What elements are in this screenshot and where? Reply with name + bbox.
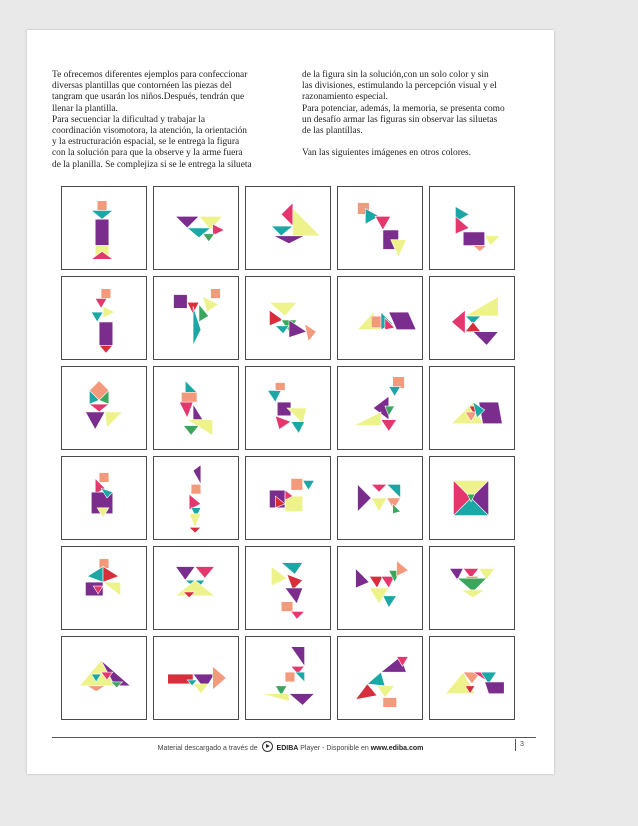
tangram-figure-card — [245, 276, 331, 360]
tangram-piece — [89, 404, 109, 412]
tangram-piece — [295, 672, 305, 682]
tangram-piece — [174, 295, 188, 309]
tangram-figure — [430, 457, 514, 539]
tangram-piece — [291, 611, 305, 619]
tangram-piece — [99, 473, 109, 483]
tangram-piece — [381, 420, 397, 432]
tangram-figure-card — [429, 546, 515, 630]
tangram-figure-card — [153, 186, 239, 270]
tangram-figure-card — [61, 366, 147, 450]
tangram-figure — [246, 457, 330, 539]
intro-line: y la estructuración espacial, se le entrega la figura — [52, 137, 240, 148]
tangram-piece — [354, 412, 381, 426]
tangram-piece — [356, 684, 377, 700]
intro-line: con la solución para que la observe y la arme fuera — [52, 148, 243, 159]
tangram-figure-card — [153, 366, 239, 450]
tangram-figure — [154, 367, 238, 449]
tangram-figure — [62, 187, 146, 269]
intro-column-right — [302, 70, 542, 159]
tangram-piece — [289, 694, 314, 706]
tangram-piece — [375, 216, 391, 230]
tangram-figure-card — [337, 636, 423, 720]
tangram-figure — [246, 187, 330, 269]
intro-line: de la planilla. Se complejiza si se le entrega la silueta — [52, 159, 252, 170]
tangram-figure — [154, 547, 238, 629]
tangram-piece — [193, 404, 203, 420]
tangram-figure-card — [245, 636, 331, 720]
tangram-figure-card — [153, 276, 239, 360]
footer — [27, 741, 554, 752]
tangram-piece — [275, 383, 285, 391]
page-number: 3 — [520, 741, 524, 748]
tangram-figure-card — [61, 186, 147, 270]
tangram-piece — [85, 412, 105, 430]
tangram-figure — [154, 457, 238, 539]
tangram-piece — [271, 226, 292, 236]
tangram-piece — [305, 324, 317, 342]
intro-line: tangram que usarán los niños.Después, tendrán que — [52, 92, 245, 103]
tangram-figure-card — [429, 456, 515, 540]
tangram-piece — [176, 216, 199, 228]
tangram-piece — [293, 208, 320, 235]
tangram-figure-card — [61, 276, 147, 360]
tangram-piece — [87, 686, 105, 692]
tangram-piece — [203, 297, 219, 313]
tangram-figure — [338, 277, 422, 359]
intro-line: Te ofrecemos diferentes ejemplos para confeccionar — [52, 70, 248, 80]
tangram-piece — [383, 596, 397, 608]
tangram-piece — [91, 251, 112, 259]
tangram-piece — [473, 246, 487, 252]
tangram-piece — [203, 234, 215, 242]
tangram-piece — [473, 332, 498, 346]
tangram-piece — [262, 694, 289, 702]
tangram-piece — [179, 402, 193, 418]
tangram-piece — [393, 504, 401, 514]
tangram-piece — [95, 219, 109, 245]
tangram-figure — [62, 457, 146, 539]
tangram-piece — [189, 527, 201, 533]
tangram-piece — [461, 590, 484, 598]
tangram-piece — [99, 345, 113, 353]
footer-divider — [52, 737, 536, 738]
tangram-piece — [275, 416, 291, 430]
tangram-figure — [430, 187, 514, 269]
tangram-piece — [285, 672, 295, 682]
tangram-piece — [281, 602, 293, 612]
tangram-figure — [338, 457, 422, 539]
tangram-piece — [99, 322, 113, 345]
tangram-figure — [154, 637, 238, 719]
tangram-piece — [105, 412, 123, 428]
tangram-piece — [176, 567, 196, 581]
footer-site-link[interactable]: www.ediba.com — [370, 745, 424, 752]
tangram-piece — [183, 426, 199, 436]
page-number-divider — [515, 739, 516, 751]
footer-player: Player — [300, 745, 321, 752]
tangram-figure — [62, 277, 146, 359]
tangram-figure — [154, 277, 238, 359]
tangram-figure-card — [337, 456, 423, 540]
tangram-piece — [465, 322, 481, 332]
tangram-piece — [271, 567, 287, 587]
intro-line: de la figura sin la solución,con un solo color y sin — [302, 70, 489, 80]
tangram-piece — [387, 484, 401, 498]
tangram-figure-card — [337, 366, 423, 450]
tangram-figure-card — [61, 456, 147, 540]
tangram-piece — [485, 236, 501, 246]
tangram-piece — [371, 498, 387, 512]
intro-line: razonamiento especial. — [302, 92, 388, 103]
tangram-piece — [95, 298, 107, 308]
tangram-figure — [430, 367, 514, 449]
tangram-figure — [338, 637, 422, 719]
tangram-piece — [195, 567, 215, 579]
tangram-piece — [358, 484, 372, 511]
footer-brand: EDIBA — [276, 745, 299, 752]
tangram-piece — [189, 494, 201, 510]
tangram-piece — [185, 381, 197, 393]
tangram-figure — [154, 187, 238, 269]
tangram-piece — [189, 514, 201, 528]
tangram-piece — [291, 422, 305, 434]
tangram-figure-card — [429, 636, 515, 720]
tangram-figure — [62, 367, 146, 449]
tangram-piece — [91, 312, 103, 322]
tangram-figure — [246, 637, 330, 719]
tangram-piece — [289, 320, 307, 338]
tangram-piece — [356, 568, 370, 588]
tangram-figure — [338, 187, 422, 269]
tangram-piece — [291, 647, 305, 667]
tangram-piece — [103, 582, 121, 596]
tangram-piece — [213, 666, 227, 689]
tangram-figure-card — [245, 546, 331, 630]
tangram-figure — [246, 547, 330, 629]
tangram-piece — [275, 326, 289, 334]
footer-suffix: - Disponible en — [322, 745, 369, 752]
tangram-piece — [389, 387, 401, 397]
tangram-figure-card — [337, 546, 423, 630]
tangram-figure-card — [61, 546, 147, 630]
tangram-piece — [285, 588, 303, 604]
play-icon — [262, 741, 273, 752]
tangram-piece — [101, 289, 111, 299]
tangram-figure — [338, 367, 422, 449]
footer-prefix: Material descargado a través de — [157, 745, 258, 752]
intro-line: Para secuenciar la dificultad y trabajar la — [52, 114, 206, 125]
tangram-figure-card — [429, 366, 515, 450]
tangram-figure-card — [429, 276, 515, 360]
tangram-figure — [62, 547, 146, 629]
tangram-piece — [87, 567, 103, 583]
tangram-piece — [383, 698, 397, 708]
tangram-figure — [246, 277, 330, 359]
tangram-piece — [193, 465, 201, 485]
tangram-figure-card — [153, 636, 239, 720]
tangram-piece — [281, 563, 302, 575]
document-page — [27, 30, 554, 774]
tangram-piece — [191, 484, 201, 494]
intro-line: coordinación visomotora, la atención, la orientación — [52, 126, 247, 137]
tangram-figure-card — [153, 546, 239, 630]
tangram-figure-card — [61, 636, 147, 720]
tangram-piece — [291, 478, 303, 490]
tangram-piece — [273, 236, 304, 244]
tangram-piece — [367, 672, 385, 686]
tangram-piece — [452, 310, 466, 333]
tangram-piece — [303, 480, 315, 490]
intro-column-left — [52, 70, 292, 171]
tangram-figure — [430, 277, 514, 359]
tangram-piece — [479, 402, 502, 423]
tangram-piece — [176, 580, 215, 596]
intro-line: diversas plantillas que contornéen las piezas del — [52, 81, 232, 92]
tangram-figure-card — [337, 276, 423, 360]
tangram-figure-card — [153, 456, 239, 540]
tangram-piece — [181, 392, 197, 402]
tangram-figure-card — [245, 186, 331, 270]
tangram-piece — [377, 686, 395, 698]
tangram-figure — [246, 367, 330, 449]
tangram-figure-card — [429, 186, 515, 270]
tangram-piece — [103, 567, 119, 583]
tangram-figure — [430, 637, 514, 719]
tangram-piece — [211, 289, 221, 299]
tangram-piece — [287, 574, 303, 590]
tangram-figure — [62, 637, 146, 719]
intro-line: las divisiones, estimulando la percepción visual y el — [302, 81, 497, 92]
tangram-piece — [91, 210, 112, 219]
tangram-piece — [485, 682, 505, 694]
tangram-piece — [103, 306, 115, 318]
intro-line: de las plantillas. — [302, 126, 363, 137]
tangram-piece — [268, 390, 282, 402]
tangram-piece — [193, 684, 209, 694]
tangram-figure — [430, 547, 514, 629]
intro-line: llenar la plantilla. — [52, 103, 118, 114]
tangram-piece — [455, 216, 469, 234]
tangram-figure — [338, 547, 422, 629]
tangram-figure-card — [245, 366, 331, 450]
intro-line: un desafío armar las figuras sin observar las siluetas — [302, 114, 498, 125]
tangram-figure-card — [337, 186, 423, 270]
tangram-piece — [465, 297, 498, 317]
intro-note: Van las siguientes imágenes en otros colores. — [302, 148, 471, 159]
tangram-piece — [463, 232, 484, 246]
tangram-piece — [397, 561, 409, 577]
tangram-piece — [281, 203, 293, 226]
tangram-piece — [371, 484, 387, 492]
tangram-piece — [369, 576, 383, 588]
intro-line: Para potenciar, además, la memoria, se presenta como — [302, 103, 505, 114]
tangram-figure-card — [245, 456, 331, 540]
tangram-piece — [97, 201, 107, 211]
